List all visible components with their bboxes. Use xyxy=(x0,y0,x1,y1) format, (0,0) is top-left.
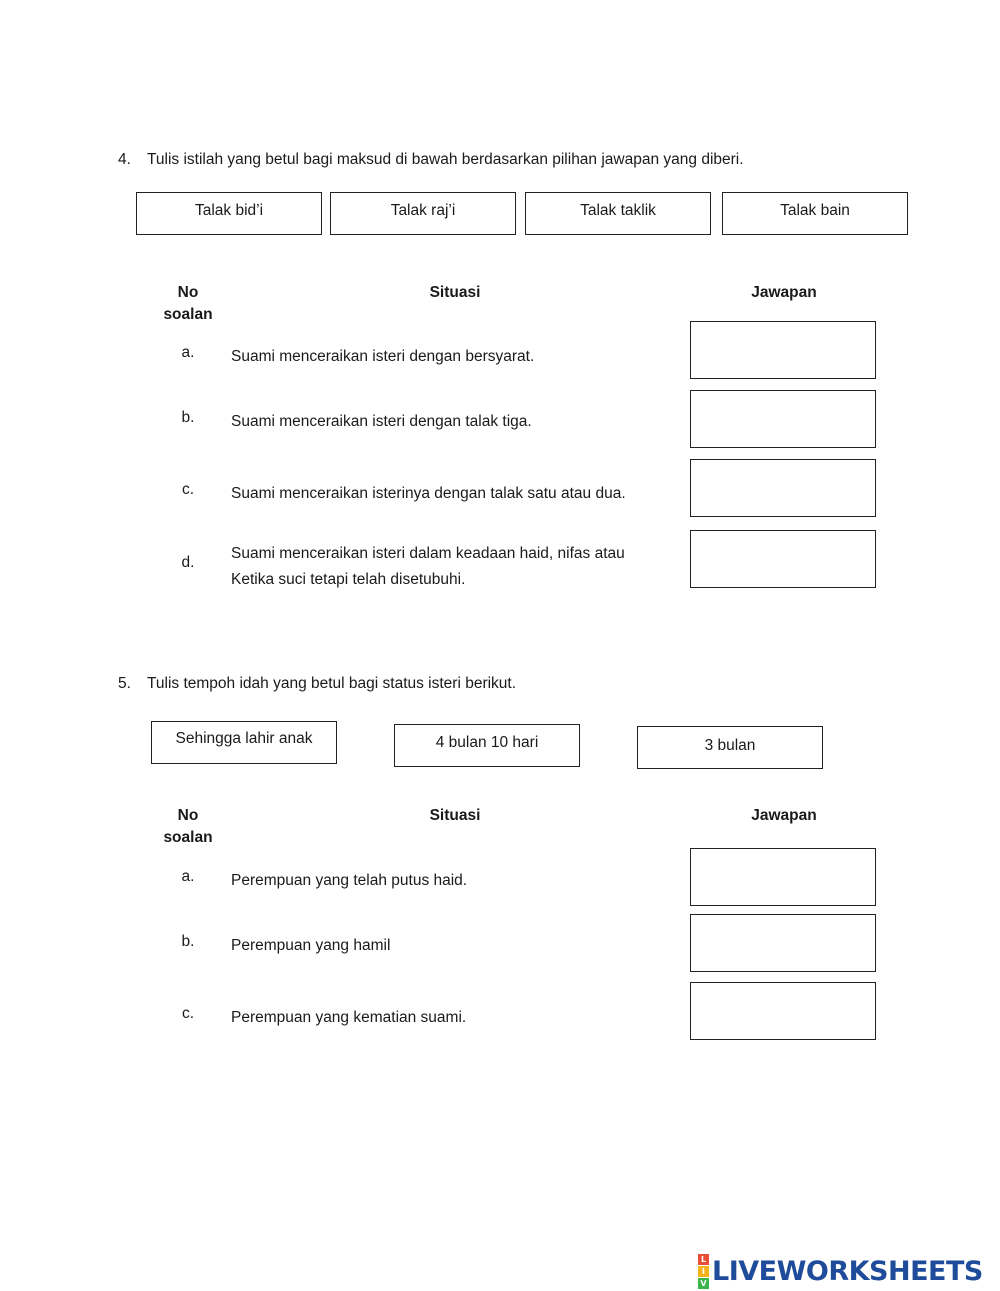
liveworksheets-logo xyxy=(698,1253,983,1289)
q4-row-b-letter: b. xyxy=(181,409,195,426)
q5-header-situasi: Situasi xyxy=(429,807,481,824)
q5-row-c-situasi: Perempuan yang kematian suami. xyxy=(231,1009,467,1026)
q5-row-a-answer-box[interactable] xyxy=(690,848,876,906)
q4-row-a-situasi: Suami menceraikan isteri dengan bersyarat. xyxy=(231,348,535,365)
q4-row-c-letter: c. xyxy=(181,481,195,498)
logo-wordmark: LIVEWORKSHEETS xyxy=(712,1255,983,1287)
q4-option-talak-bidi[interactable]: Talak bid’i xyxy=(136,192,322,235)
q4-row-b-situasi: Suami menceraikan isteri dengan talak tiga. xyxy=(231,413,532,430)
q4-header-no-soalan: No soalan xyxy=(163,284,213,323)
question-4-instruction: Tulis istilah yang betul bagi maksud di bawah berdasarkan pilihan jawapan yang diberi. xyxy=(147,151,744,168)
q4-header-situasi: Situasi xyxy=(429,284,481,301)
q5-row-c-answer-box[interactable] xyxy=(690,982,876,1040)
q5-option-sehingga-lahir-anak[interactable]: Sehingga lahir anak xyxy=(151,721,337,764)
question-5-title xyxy=(118,675,918,697)
question-5-instruction: Tulis tempoh idah yang betul bagi status isteri berikut. xyxy=(147,675,517,692)
q4-row-d-situasi-line1: Suami menceraikan isteri dalam keadaan haid, nifas atau xyxy=(231,545,625,562)
q4-row-a-letter: a. xyxy=(181,344,195,361)
q5-row-c-letter: c. xyxy=(181,1005,195,1022)
q5-header-no-soalan: No soalan xyxy=(163,807,213,846)
q5-row-b-answer-box[interactable] xyxy=(690,914,876,972)
logo-blocks-icon xyxy=(698,1254,709,1289)
q4-header-jawapan: Jawapan xyxy=(751,284,817,301)
question-5-number: 5. xyxy=(118,675,131,692)
q4-row-a-answer-box[interactable] xyxy=(690,321,876,379)
logo-block-i: I xyxy=(698,1266,709,1277)
q5-option-3-bulan[interactable]: 3 bulan xyxy=(637,726,823,769)
q4-row-c-answer-box[interactable] xyxy=(690,459,876,517)
logo-block-v: V xyxy=(698,1278,709,1289)
q4-row-d-letter: d. xyxy=(181,554,195,571)
q4-row-c-situasi: Suami menceraikan isterinya dengan talak satu atau dua. xyxy=(231,485,626,502)
q4-row-d-situasi-line2: Ketika suci tetapi telah disetubuhi. xyxy=(231,571,466,588)
question-4-number: 4. xyxy=(118,151,131,168)
q4-row-b-answer-box[interactable] xyxy=(690,390,876,448)
q5-row-a-letter: a. xyxy=(181,868,195,885)
logo-block-l: L xyxy=(698,1254,709,1265)
q4-option-talak-taklik[interactable]: Talak taklik xyxy=(525,192,711,235)
q5-header-jawapan: Jawapan xyxy=(751,807,817,824)
q5-row-b-situasi: Perempuan yang hamil xyxy=(231,937,391,954)
q5-row-b-letter: b. xyxy=(181,933,195,950)
q4-row-d-answer-box[interactable] xyxy=(690,530,876,588)
q4-option-talak-bain[interactable]: Talak bain xyxy=(722,192,908,235)
q5-option-4-bulan-10-hari[interactable]: 4 bulan 10 hari xyxy=(394,724,580,767)
q4-option-talak-raji[interactable]: Talak raj’i xyxy=(330,192,516,235)
question-4-title xyxy=(118,151,918,173)
q5-row-a-situasi: Perempuan yang telah putus haid. xyxy=(231,872,468,889)
